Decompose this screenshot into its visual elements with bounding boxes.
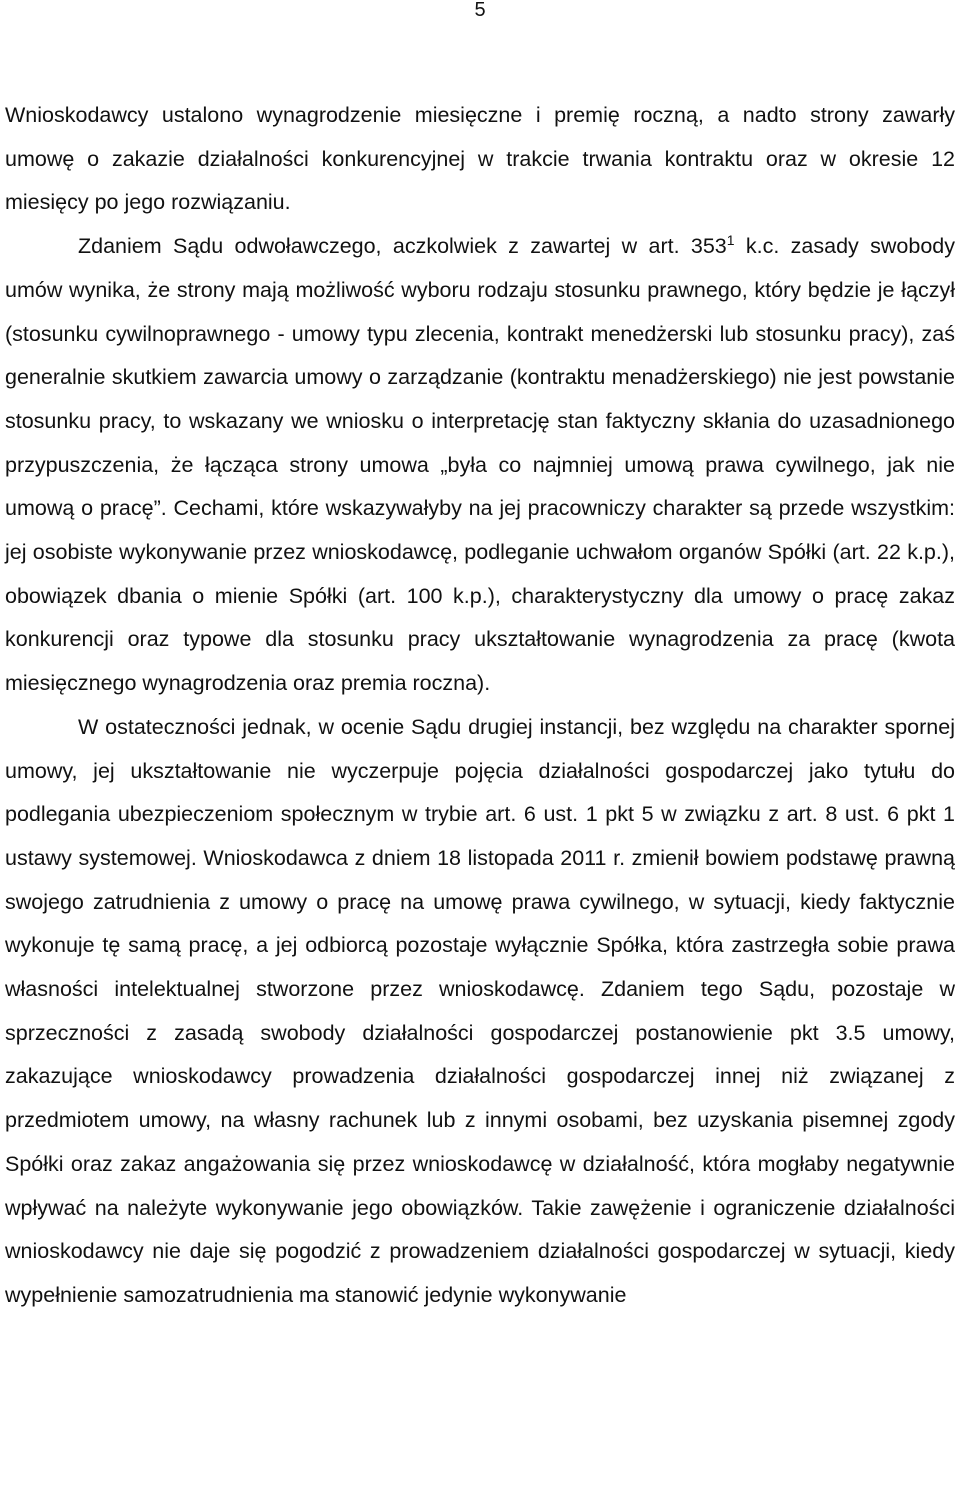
page-number: 5 [474, 0, 486, 21]
paragraph-2-start: Zdaniem Sądu odwoławczego, aczkolwiek z zawartej w art. 353 [78, 234, 727, 259]
paragraph-2 [5, 225, 955, 706]
superscript-1: 1 [726, 231, 735, 248]
paragraph-3: W ostateczności jednak, w ocenie Sądu drugiej instancji, bez względu na charakter spornej umowy, jej ukształtowanie nie wyczerpuje pojęcia działalności gospodarczej jako tytułu do podlegania ubezpieczeniom społecznym w trybie art. 6 ust. 1 pkt 5 w związku z art. 8 ust. 6 pkt 1 ustawy systemowej. Wnioskodawca z dniem 18 listopada 2011 r. zmienił bowiem podstawę prawną swojego zatrudnienia z umowy o pracę na umowę prawa cywilnego, w sytuacji, kiedy faktycznie wykonuje tę samą pracę, a jej odbiorcą pozostaje wyłącznie Spółka, która zastrzegła sobie prawa własności intelektualnej stworzone przez wnioskodawcę. Zdaniem tego Sądu, pozostaje w sprzeczności z zasadą swobody działalności gospodarczej postanowienie pkt 3.5 umowy, zakazujące wnioskodawcy prowadzenia działalności gospodarczej innej niż związanej z przedmiotem umowy, na własny rachunek lub z innymi osobami, bez uzyskania pisemnej zgody Spółki oraz zakaz angażowania się przez wnioskodawcę w działalność, która mogłaby negatywnie wpływać na należyte wykonywanie jego obowiązków. Takie zawężenie i ograniczenie działalności wnioskodawcy nie daje się pogodzić z prowadzeniem działalności gospodarczej w sytuacji, kiedy wypełnienie samozatrudnienia ma stanowić jedynie wykonywanie [5, 714, 955, 1307]
paragraph-1: Wnioskodawcy ustalono wynagrodzenie miesięczne i premię roczną, a nadto strony zawarły umowę o zakazie działalności konkurencyjnej w trakcie trwania kontraktu oraz w okresie 12 miesięcy po jego rozwiązaniu. [5, 103, 955, 215]
document-body [5, 94, 955, 1318]
paragraph-2-rest: k.c. zasady swobody umów wynika, że strony mają możliwość wyboru rodzaju stosunku prawnego, który będzie je łączył (stosunku cywilnoprawnego - umowy typu zlecenia, kontrakt menedżerski lub stosunku pracy), zaś generalnie skutkiem zawarcia umowy o zarządzanie (kontraktu menadżerskiego) nie jest powstanie stosunku pracy, to wskazany we wniosku o interpretację stan faktyczny skłania do uzasadnionego przypuszczenia, że łącząca strony umowa „była co najmniej umową prawa cywilnego, jak nie umową o pracę”. Cechami, które wskazywałyby na jej pracowniczy charakter są przede wszystkim: jej osobiste wykonywanie przez wnioskodawcę, podleganie uchwałom organów Spółki (art. 22 k.p.), obowiązek dbania o mienie Spółki (art. 100 k.p.), charakterystyczny dla umowy o pracę zakaz konkurencji oraz typowe dla stosunku pracy ukształtowanie wynagrodzenia za pracę (kwota miesięcznego wynagrodzenia oraz premia roczna). [5, 234, 955, 696]
